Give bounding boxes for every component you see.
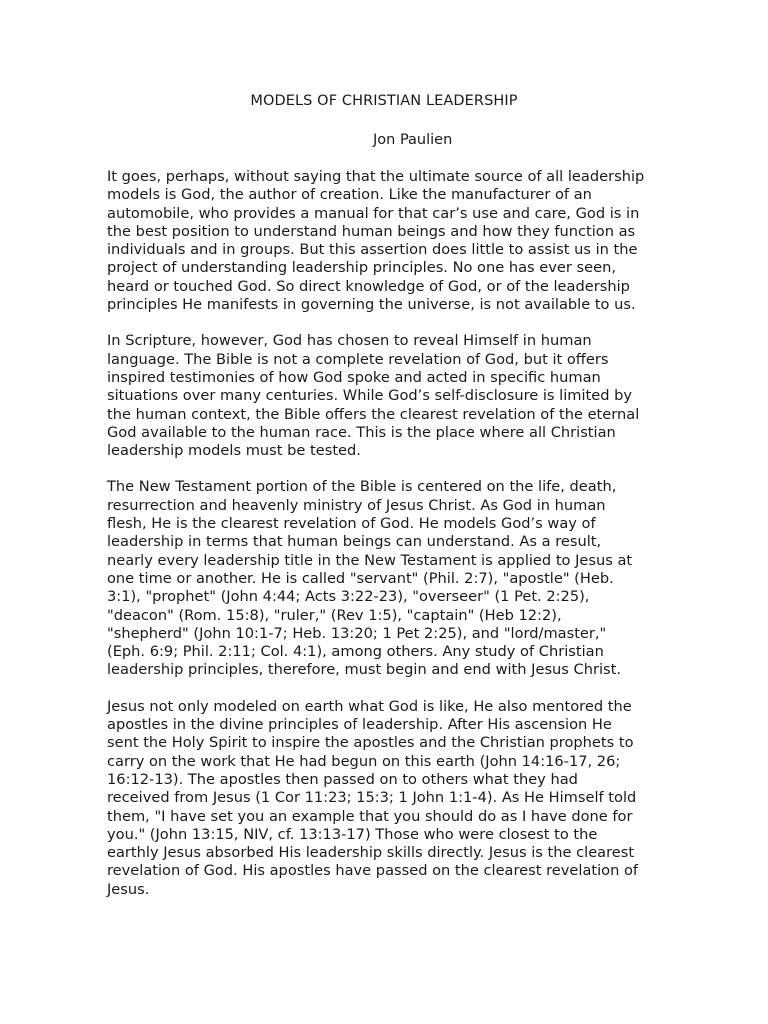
paragraph-4: Jesus not only modeled on earth what God is like, He also mentored the apostles in the divine principles of leadership. After His ascension He sent the Holy Spirit to inspire the apostles and the Christian prophets to carry on the work that He had begun on this earth (John 14:16-17, 26; 16:12-13). The apostles then passed on to others what they had received from Jesus (1 Cor 11:23; 15:3; 1 John 1:1-4). As He Himself told them, "I have set you an example that you should do as I have done for you." (John 13:15, NIV, cf. 13:13-17) Those who were closest to the earthly Jesus absorbed His leadership skills directly. Jesus is the clearest revelation of God. His apostles have passed on the clearest revelation of Jesus. [107, 697, 639, 898]
document-body [107, 168, 667, 917]
author-name: Jon Paulien [373, 132, 453, 148]
page-title: MODELS OF CHRISTIAN LEADERSHIP [250, 93, 518, 109]
paragraph-1: It goes, perhaps, without saying that the ultimate source of all leadership models is God, the author of creation. Like the manufacturer of an automobile, who provides a manual for that car’s use and care, God is in the best position to understand human beings and how they function as individuals and in groups. But this assertion does little to assist us in the project of understanding leadership principles. No one has ever seen, heard or touched God. So direct knowledge of God, or of the leadership principles He manifests in governing the universe, is not available to us. [107, 168, 645, 314]
paragraph-2: In Scripture, however, God has chosen to reveal Himself in human language. The Bible is not a complete revelation of God, but it offers inspired testimonies of how God spoke and acted in specific human situations over many centuries. While God’s self-disclosure is limited by the human context, the Bible offers the clearest revelation of the eternal God available to the human race. This is the place where all Christian leadership models must be tested. [107, 332, 640, 460]
paragraph-3: The New Testament portion of the Bible is centered on the life, death, resurrection and heavenly ministry of Jesus Christ. As God in human flesh, He is the clearest revelation of God. He models God’s way of leadership in terms that human beings can understand. As a result, nearly every leadership title in the New Testament is applied to Jesus at one time or another. He is called "servant" (Phil. 2:7), "apostle" (Heb. 3:1), "prophet" (John 4:44; Acts 3:22-23), "overseer" (1 Pet. 2:25), "deacon" (Rom. 15:8), "ruler," (Rev 1:5), "captain" (Heb 12:2), "shepherd" (John 10:1-7; Heb. 13:20; 1 Pet 2:25), and "lord/master," (Eph. 6:9; Phil. 2:11; Col. 4:1), among others. Any study of Christian leadership principles, therefore, must begin and end with Jesus Christ. [107, 478, 633, 679]
